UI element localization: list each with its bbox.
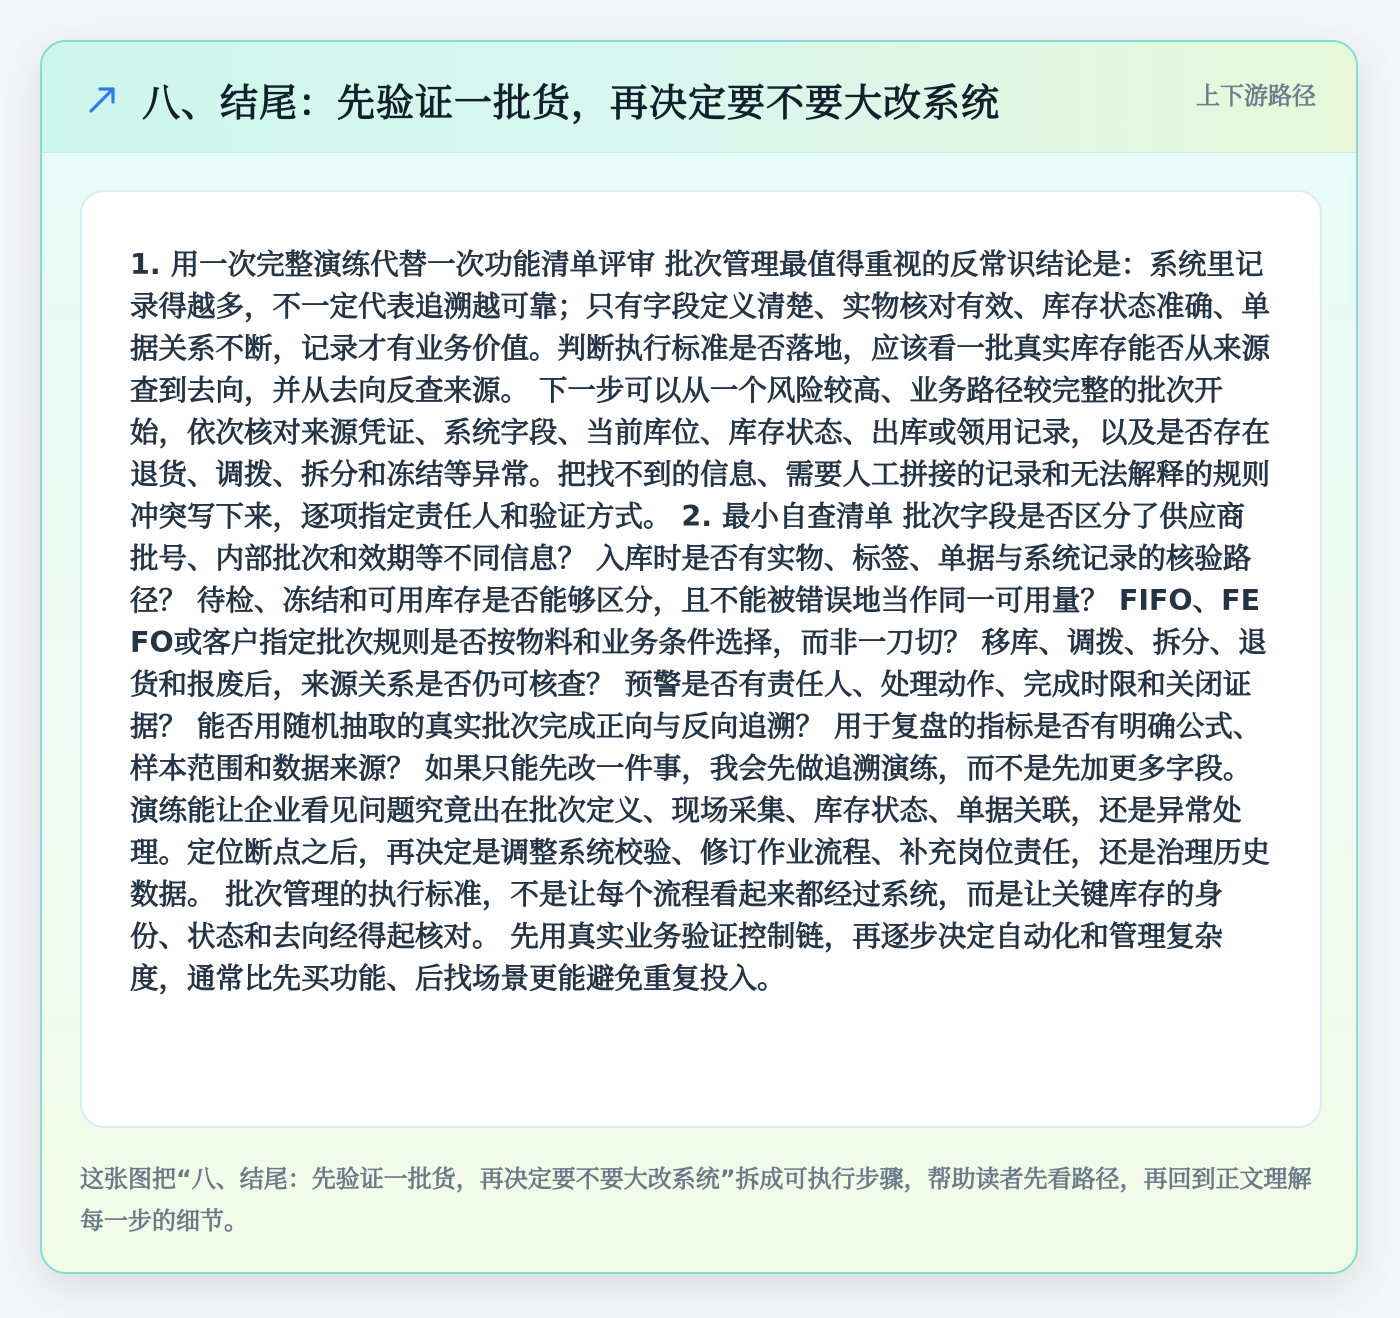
content-panel bbox=[80, 190, 1322, 1128]
section-tag: 上下游路径 bbox=[1196, 82, 1316, 110]
section-title: 八、结尾：先验证一批货，再决定要不要大改系统 bbox=[142, 81, 1001, 125]
arrow-up-right-icon bbox=[86, 82, 120, 116]
body-text: 1. 用一次完整演练代替一次功能清单评审 批次管理最值得重视的反常识结论是：系统里记录得越多，不一定代表追溯越可靠；只有字段定义清楚、实物核对有效、库存状态准确、单据关系不断，记录才有业务价值。判断执行标准是否落地，应该看一批真实库存能否从来源查到去向，并从去向反查来源。 下一步可以从一个风险较高、业务路径较完整的批次开始，依次核对来源凭证、系统字段、当前库位、库存状态、出库或领用记录，以及是否存在退货、调拨、拆分和冻结等异常。把找不到的信息、需要人工拼接的记录和无法解释的规则冲突写下来，逐项指定责任人和验证方式。 2. 最小自查清单 批次字段是否区分了供应商批号、内部批次和效期等不同信息？ 入库时是否有实物、标签、单据与系统记录的核验路径？ 待检、冻结和可用库存是否能够区分，且不能被错误地当作同一可用量？ FIFO、FEFO或客户指定批次规则是否按物料和业务条件选择，而非一刀切？ 移库、调拨、拆分、退货和报废后，来源关系是否仍可核查？ 预警是否有责任人、处理动作、完成时限和关闭证据？ 能否用随机抽取的真实批次完成正向与反向追溯？ 用于复盘的指标是否有明确公式、样本范围和数据来源？ 如果只能先改一件事，我会先做追溯演练，而不是先加更多字段。演练能让企业看见问题究竟出在批次定义、现场采集、库存状态、单据关联，还是异常处理。定位断点之后，再决定是调整系统校验、修订作业流程、补充岗位责任，还是治理历史数据。 批次管理的执行标准，不是让每个流程看起来都经过系统，而是让关键库存的身份、状态和去向经得起核对。 先用真实业务验证控制链，再逐步决定自动化和管理复杂度，通常比先买功能、后找场景更能避免重复投入。 bbox=[130, 248, 1271, 995]
card-header bbox=[42, 42, 1356, 153]
section-card bbox=[40, 40, 1358, 1274]
figure-caption: 这张图把“八、结尾：先验证一批货，再决定要不要大改系统”拆成可执行步骤，帮助读者先看路径，再回到正文理解每一步的细节。 bbox=[80, 1165, 1312, 1235]
